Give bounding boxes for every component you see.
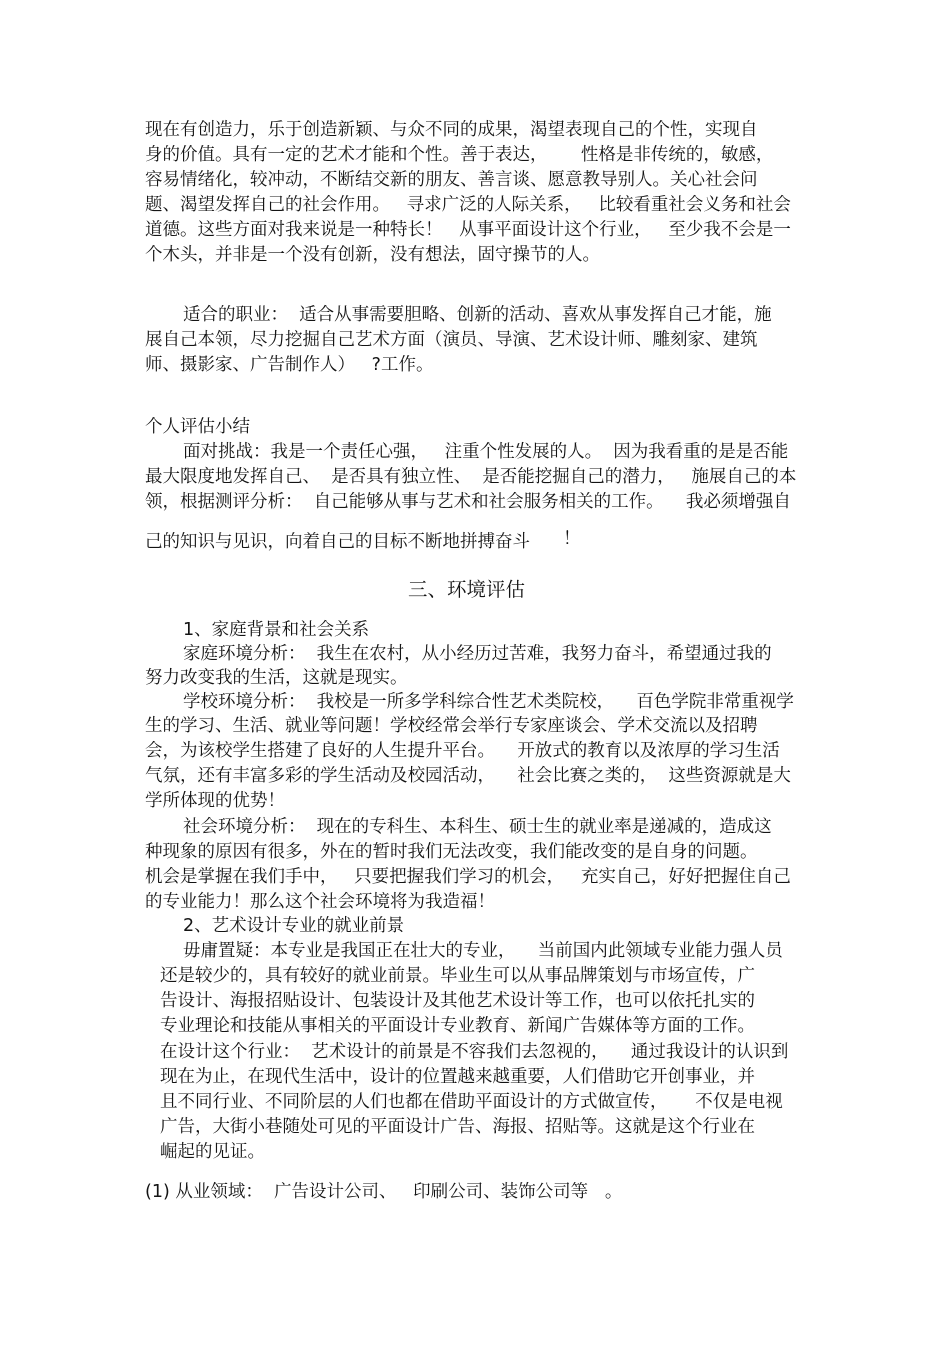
subsection-heading: 1、家庭背景和社会关系 — [183, 620, 370, 640]
text-line: 容易情绪化，较冲动，不断结交新的朋友、善言谈、愿意教导别人。关心社会问 — [145, 170, 758, 190]
text-line: 气氛，还有丰富多彩的学生活动及校园活动， 社会比赛之类的， 这些资源就是大 — [145, 766, 791, 786]
text-line: 面对挑战：我是一个责任心强， 注重个性发展的人。 因为我看重的是是否能 — [183, 442, 789, 462]
text-line: 还是较少的，具有较好的就业前景。毕业生可以从事品牌策划与市场宣传，广 — [160, 966, 755, 986]
section-heading: 个人评估小结 — [145, 417, 250, 437]
text-line: 学校环境分析： 我校是一所多学科综合性艺术类院校， 百色学院非常重视学 — [183, 692, 794, 712]
text-line: 现在有创造力，乐于创造新颖、与众不同的成果，渴望表现自己的个性，实现自 — [145, 120, 758, 140]
chapter-title: 三、环境评估 — [408, 578, 526, 601]
list-item: (1) 从业领域： 广告设计公司、 印刷公司、装饰公司等 。 — [145, 1182, 623, 1202]
text-line: 毋庸置疑：本专业是我国正在壮大的专业， 当前国内此领域专业能力强人员 — [183, 941, 783, 961]
text-line: 学所体现的优势！ — [145, 791, 285, 811]
text-line: 会，为该校学生搭建了良好的人生提升平台。 开放式的教育以及浓厚的学习生活 — [145, 741, 780, 761]
text-line: 师、摄影家、广告制作人） ?工作。 — [145, 355, 434, 375]
text-line: 己的知识与见识，向着自己的目标不断地拼搏奋斗 — [145, 532, 530, 552]
text-line: 的专业能力！那么这个社会环境将为我造福！ — [145, 892, 495, 912]
text-line: 且不同行业、不同阶层的人们也都在借助平面设计的方式做宣传， 不仅是电视 — [160, 1092, 783, 1112]
text-line: 题、渴望发挥自己的社会作用。 寻求广泛的人际关系， 比较看重社会义务和社会 — [145, 195, 791, 215]
text-line: 在设计这个行业： 艺术设计的前景是不容我们去忽视的， 通过我设计的认识到 — [160, 1042, 789, 1062]
text-line: 广告，大街小巷随处可见的平面设计广告、海报、招贴等。这就是这个行业在 — [160, 1117, 755, 1137]
text-line: 现在为止，在现代生活中，设计的位置越来越重要，人们借助它开创事业，并 — [160, 1067, 755, 1087]
text-line: 努力改变我的生活，这就是现实。 — [145, 668, 408, 688]
text-line: 适合的职业： 适合从事需要胆略、创新的活动、喜欢从事发挥自己才能，施 — [183, 305, 772, 325]
text-line: 展自己本领，尽力挖掘自己艺术方面（演员、导演、艺术设计师、雕刻家、建筑 — [145, 330, 758, 350]
text-line: 个木头，并非是一个没有创新，没有想法，固守操节的人。 — [145, 245, 600, 265]
text-line: 专业理论和技能从事相关的平面设计专业教育、新闻广告媒体等方面的工作。 — [160, 1016, 755, 1036]
text-line: 生的学习、生活、就业等问题！学校经常会举行专家座谈会、学术交流以及招聘 — [145, 716, 758, 736]
text-line: 家庭环境分析： 我生在农村，从小经历过苦难，我努力奋斗，希望通过我的 — [183, 644, 772, 664]
text-line: 崛起的见证。 — [160, 1142, 265, 1162]
text-line: 道德。这些方面对我来说是一种特长！ 从事平面设计这个行业， 至少我不会是一 — [145, 220, 791, 240]
text-line: ！ — [563, 529, 581, 549]
subsection-heading: 2、艺术设计专业的就业前景 — [183, 916, 405, 936]
text-line: 机会是掌握在我们手中， 只要把握我们学习的机会， 充实自己，好好把握住自己 — [145, 867, 791, 887]
text-line: 告设计、海报招贴设计、包装设计及其他艺术设计等工作，也可以依托扎实的 — [160, 991, 755, 1011]
text-line: 身的价值。具有一定的艺术才能和个性。善于表达， 性格是非传统的，敏感， — [145, 145, 774, 165]
text-line: 最大限度地发挥自己、 是否具有独立性、 是否能挖掘自己的潜力， 施展自己的本 — [145, 467, 797, 487]
text-line: 种现象的原因有很多，外在的暂时我们无法改变，我们能改变的是自身的问题。 — [145, 842, 758, 862]
text-line: 领，根据测评分析： 自己能够从事与艺术和社会服务相关的工作。 我必须增强自 — [145, 492, 791, 512]
text-line: 社会环境分析： 现在的专科生、本科生、硕士生的就业率是递减的，造成这 — [183, 817, 772, 837]
